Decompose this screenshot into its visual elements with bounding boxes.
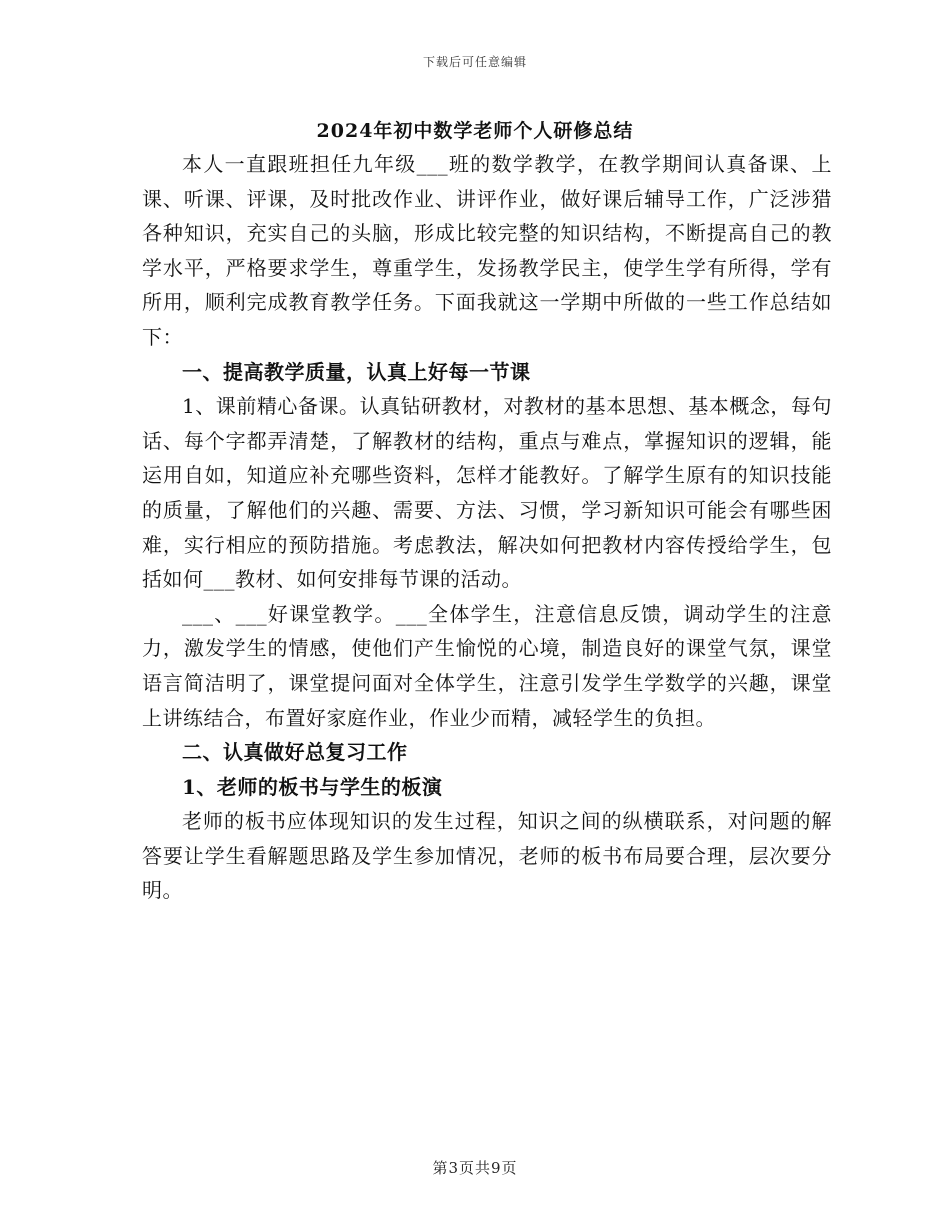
paragraph-blackboard: 老师的板书应体现知识的发生过程，知识之间的纵横联系，对问题的解答要让学生看解题思路及学生参加情况，老师的板书布局要合理，层次要分明。 [142, 809, 832, 903]
page-number: 第3页共9页 [432, 1159, 518, 1177]
paragraph-lesson-prep: 1、课前精心备课。认真钻研教材，对教材的基本思想、基本概念，每句话、每个字都弄清楚，了解教材的结构，重点与难点，掌握知识的逻辑，能运用自如，知道应补充哪些资料，怎样才能教好。了解学生原有的知识技能的质量，了解他们的兴趣、需要、方法、习惯，学习新知识可能会有哪些困难，实行相应的预防措施。考虑教法，解决如何把教材内容传授给学生，包括如何___教材、如何安排每节课的活动。 [142, 394, 832, 592]
header-note: 下载后可任意编辑 [422, 55, 527, 69]
subsection-heading-blackboard: 1、老师的板书与学生的板演 [182, 774, 443, 799]
section-heading-1: 一、提高教学质量，认真上好每一节课 [182, 359, 531, 384]
intro-paragraph: 本人一直跟班担任九年级___班的数学教学，在教学期间认真备课、上课、听课、评课，及时批改作业、讲评作业，做好课后辅导工作，广泛涉猎各种知识，充实自己的头脑，形成比较完整的知识结构，不断提高自己的教学水平，严格要求学生，尊重学生，发扬教学民主，使学生学有所得，学有所用，顺利完成教育教学任务。下面我就这一学期中所做的一些工作总结如下： [142, 152, 832, 349]
paragraph-classroom-teaching: ___、___好课堂教学。___全体学生，注意信息反馈，调动学生的注意力，激发学生的情感，使他们产生愉悦的心境，制造良好的课堂气氛，课堂语言简洁明了，课堂提问面对全体学生，注意引发学生学数学的兴趣，课堂上讲练结合，布置好家庭作业，作业少而精，减轻学生的负担。 [142, 601, 832, 730]
document-body [142, 147, 832, 908]
document-title: 2024年初中数学老师个人研修总结 [316, 120, 634, 142]
section-heading-2: 二、认真做好总复习工作 [182, 740, 408, 765]
